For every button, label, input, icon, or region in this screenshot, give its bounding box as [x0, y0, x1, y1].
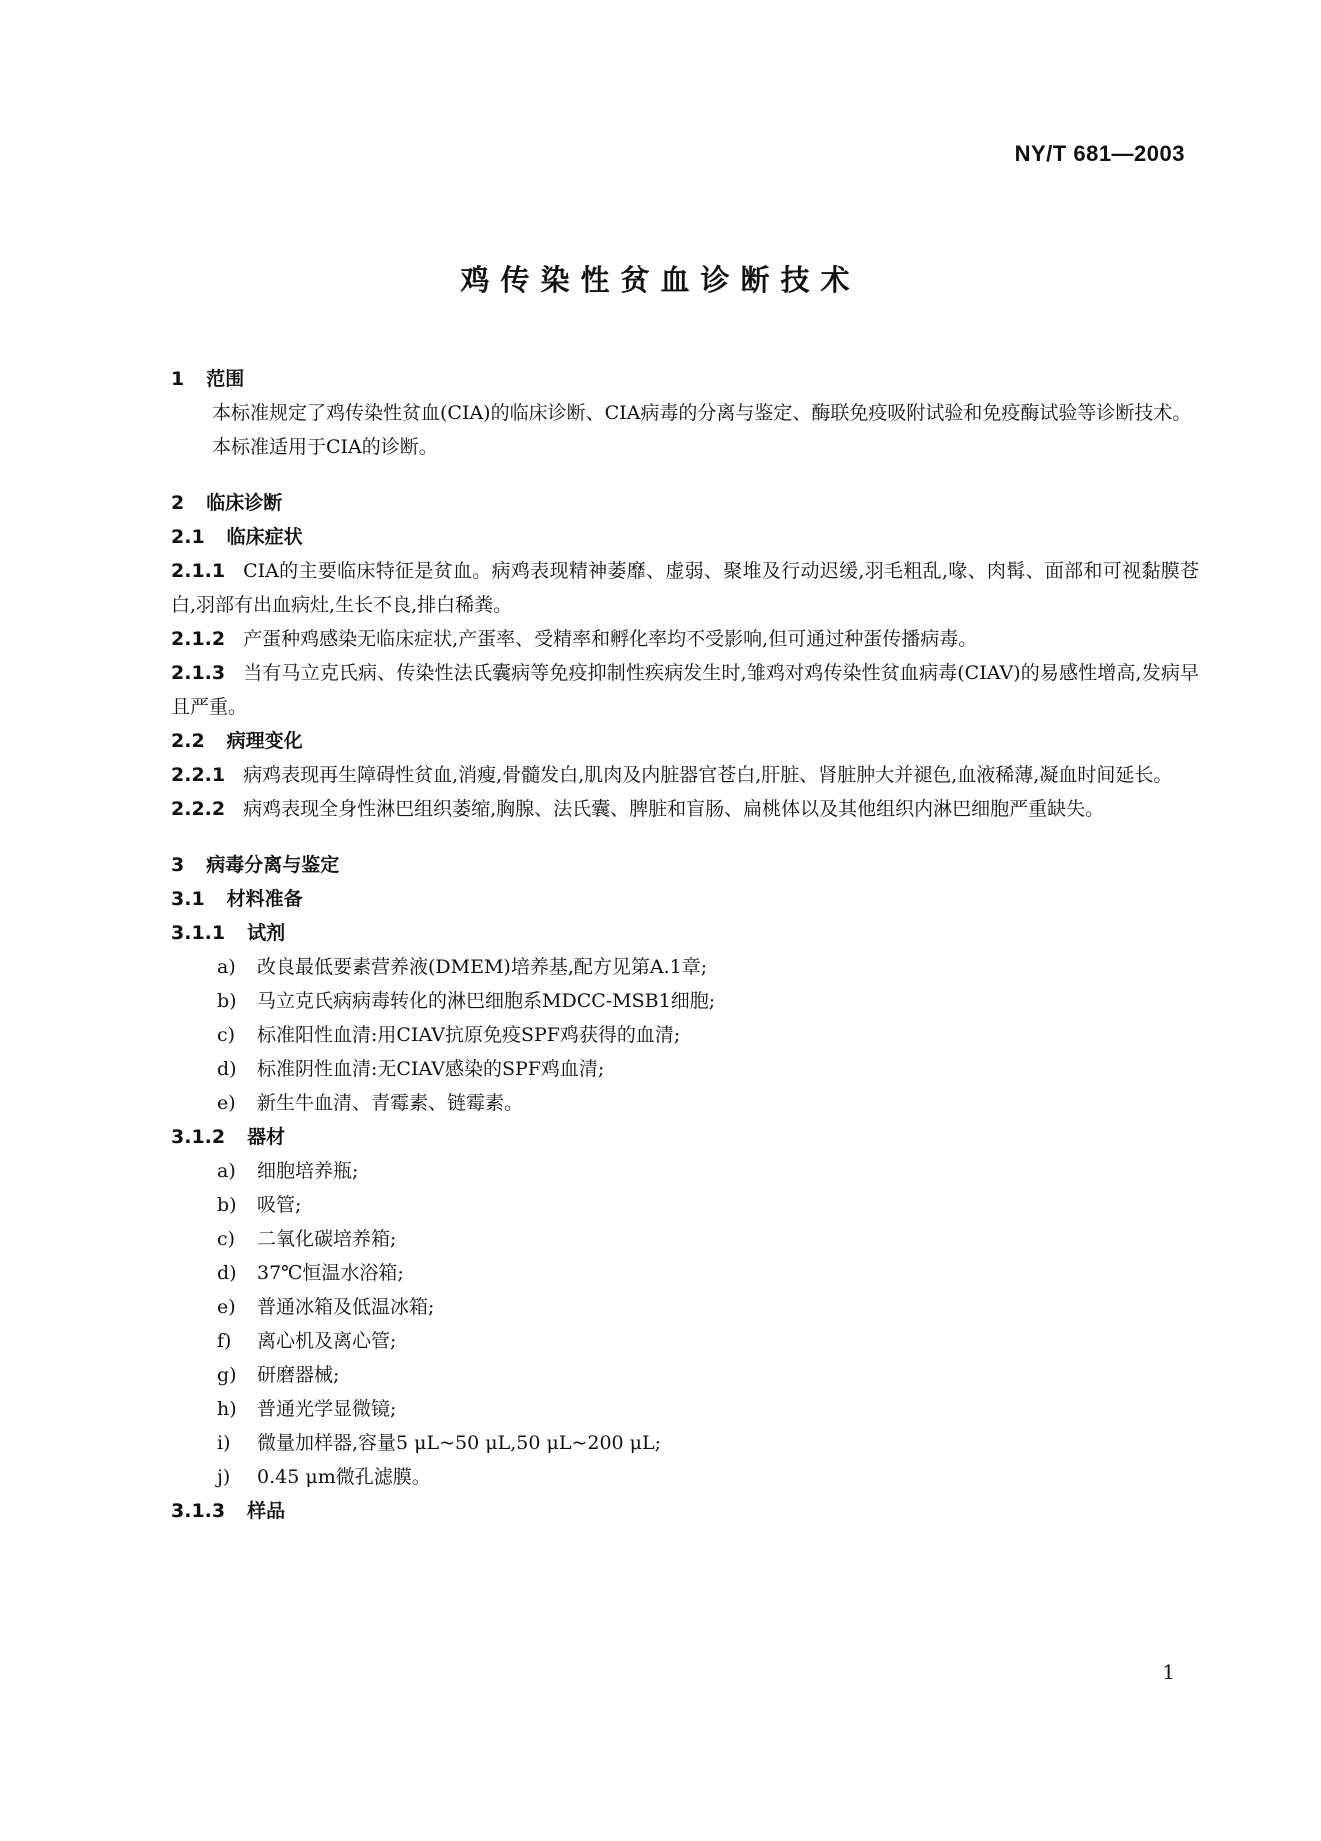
list-marker: e)	[217, 1296, 236, 1318]
list-text: 改良最低要素营养液(DMEM)培养基,配方见第A.1章;	[257, 956, 708, 978]
clause-number: 2.2.1	[171, 764, 226, 786]
list-item	[171, 1392, 1199, 1426]
document-body	[171, 362, 1199, 1528]
paragraph: 本标准规定了鸡传染性贫血(CIA)的临床诊断、CIA病毒的分离与鉴定、酶联免疫吸附试验和免疫酶试验等诊断技术。	[212, 402, 1192, 424]
subsection-heading	[171, 724, 1199, 758]
document-title: 鸡传染性贫血诊断技术	[460, 263, 861, 297]
paragraph: 本标准适用于CIA的诊断。	[212, 436, 438, 458]
clause-text: 病鸡表现再生障碍性贫血,消瘦,骨髓发白,肌肉及内脏器官苍白,肝脏、肾脏肿大并褪色,血液稀薄,凝血时间延长。	[243, 764, 1173, 786]
list-item	[171, 1188, 1199, 1222]
section-heading	[171, 848, 1199, 882]
clause-number: 2.2.2	[171, 798, 226, 820]
subsubsection-number: 3.1.3	[171, 1500, 226, 1522]
list-item	[171, 1052, 1199, 1086]
list-text: 新生牛血清、青霉素、链霉素。	[257, 1092, 524, 1114]
page-number: 1	[1162, 1660, 1175, 1684]
list-marker: d)	[217, 1058, 237, 1080]
subsection-title: 病理变化	[226, 730, 303, 752]
list-marker: d)	[217, 1262, 237, 1284]
list-text: 普通光学显微镜;	[257, 1398, 397, 1420]
list-text: 标准阴性血清:无CIAV感染的SPF鸡血清;	[257, 1058, 605, 1080]
list-text: 马立克氏病病毒转化的淋巴细胞系MDCC-MSB1细胞;	[257, 990, 716, 1012]
subsubsection-title: 试剂	[247, 922, 286, 944]
clause-text: 当有马立克氏病、传染性法氏囊病等免疫抑制性疾病发生时,雏鸡对鸡传染性贫血病毒(CIAV)的易感性增高,发病早且严重。	[171, 662, 1199, 718]
list-item	[171, 1324, 1199, 1358]
list-item	[171, 984, 1199, 1018]
list-marker: f)	[217, 1330, 232, 1352]
subsubsection-heading	[171, 1120, 1199, 1154]
list-text: 二氧化碳培养箱;	[257, 1228, 397, 1250]
subsubsection-heading	[171, 1494, 1199, 1528]
list-item	[171, 1460, 1199, 1494]
list-marker: c)	[217, 1024, 236, 1046]
subsubsection-heading	[171, 916, 1199, 950]
subsection-title: 临床症状	[226, 526, 303, 548]
list-marker: a)	[217, 956, 236, 978]
subsection-number: 2.1	[171, 526, 205, 548]
list-marker: j)	[217, 1466, 231, 1488]
list-text: 0.45 μm微孔滤膜。	[257, 1466, 431, 1488]
subsubsection-number: 3.1.1	[171, 922, 226, 944]
clause-text: CIA的主要临床特征是贫血。病鸡表现精神萎靡、虚弱、聚堆及行动迟缓,羽毛粗乱,喙、肉髯、面部和可视黏膜苍白,羽部有出血病灶,生长不良,排白稀粪。	[171, 560, 1199, 616]
list-marker: e)	[217, 1092, 236, 1114]
clause	[171, 758, 1199, 792]
reagent-list	[171, 950, 1199, 1120]
list-item	[171, 1154, 1199, 1188]
list-text: 离心机及离心管;	[257, 1330, 397, 1352]
list-text: 研磨器械;	[257, 1364, 340, 1386]
clause-number: 2.1.2	[171, 628, 226, 650]
subsection-heading	[171, 520, 1199, 554]
clause	[171, 554, 1199, 622]
list-item	[171, 1256, 1199, 1290]
section-heading	[171, 486, 1199, 520]
list-text: 细胞培养瓶;	[257, 1160, 359, 1182]
clause-text: 病鸡表现全身性淋巴组织萎缩,胸腺、法氏囊、脾脏和盲肠、扁桃体以及其他组织内淋巴细胞严重缺失。	[243, 798, 1105, 820]
subsection-heading	[171, 882, 1199, 916]
subsubsection-title: 器材	[247, 1126, 286, 1148]
section-number: 3	[171, 854, 185, 876]
list-item	[171, 1222, 1199, 1256]
section-number: 2	[171, 492, 185, 514]
list-marker: b)	[217, 990, 237, 1012]
clause-number: 2.1.1	[171, 560, 226, 582]
list-text: 微量加样器,容量5 μL~50 μL,50 μL~200 μL;	[257, 1432, 662, 1454]
subsection-number: 3.1	[171, 888, 205, 910]
list-text: 标准阳性血清:用CIAV抗原免疫SPF鸡获得的血清;	[257, 1024, 681, 1046]
list-item	[171, 950, 1199, 984]
subsection-title: 材料准备	[226, 888, 303, 910]
list-item	[171, 1290, 1199, 1324]
list-text: 37℃恒温水浴箱;	[257, 1262, 404, 1284]
list-marker: i)	[217, 1432, 231, 1454]
list-marker: b)	[217, 1194, 237, 1216]
list-text: 吸管;	[257, 1194, 302, 1216]
equipment-list	[171, 1154, 1199, 1494]
list-text: 普通冰箱及低温冰箱;	[257, 1296, 435, 1318]
clause-text: 产蛋种鸡感染无临床症状,产蛋率、受精率和孵化率均不受影响,但可通过种蛋传播病毒。	[243, 628, 978, 650]
section-title: 临床诊断	[206, 492, 283, 514]
list-item	[171, 1086, 1199, 1120]
list-item	[171, 1426, 1199, 1460]
section-heading	[171, 362, 1199, 396]
section-number: 1	[171, 368, 185, 390]
clause	[171, 792, 1199, 826]
document-code: NY/T 681—2003	[1014, 141, 1185, 166]
section-title: 范围	[206, 368, 245, 390]
list-marker: h)	[217, 1398, 237, 1420]
subsubsection-number: 3.1.2	[171, 1126, 226, 1148]
clause	[171, 656, 1199, 724]
list-item	[171, 1358, 1199, 1392]
list-item	[171, 1018, 1199, 1052]
section-title: 病毒分离与鉴定	[206, 854, 340, 876]
clause-number: 2.1.3	[171, 662, 226, 684]
subsection-number: 2.2	[171, 730, 205, 752]
list-marker: a)	[217, 1160, 236, 1182]
list-marker: g)	[217, 1364, 237, 1386]
subsubsection-title: 样品	[247, 1500, 286, 1522]
clause	[171, 622, 1199, 656]
list-marker: c)	[217, 1228, 236, 1250]
